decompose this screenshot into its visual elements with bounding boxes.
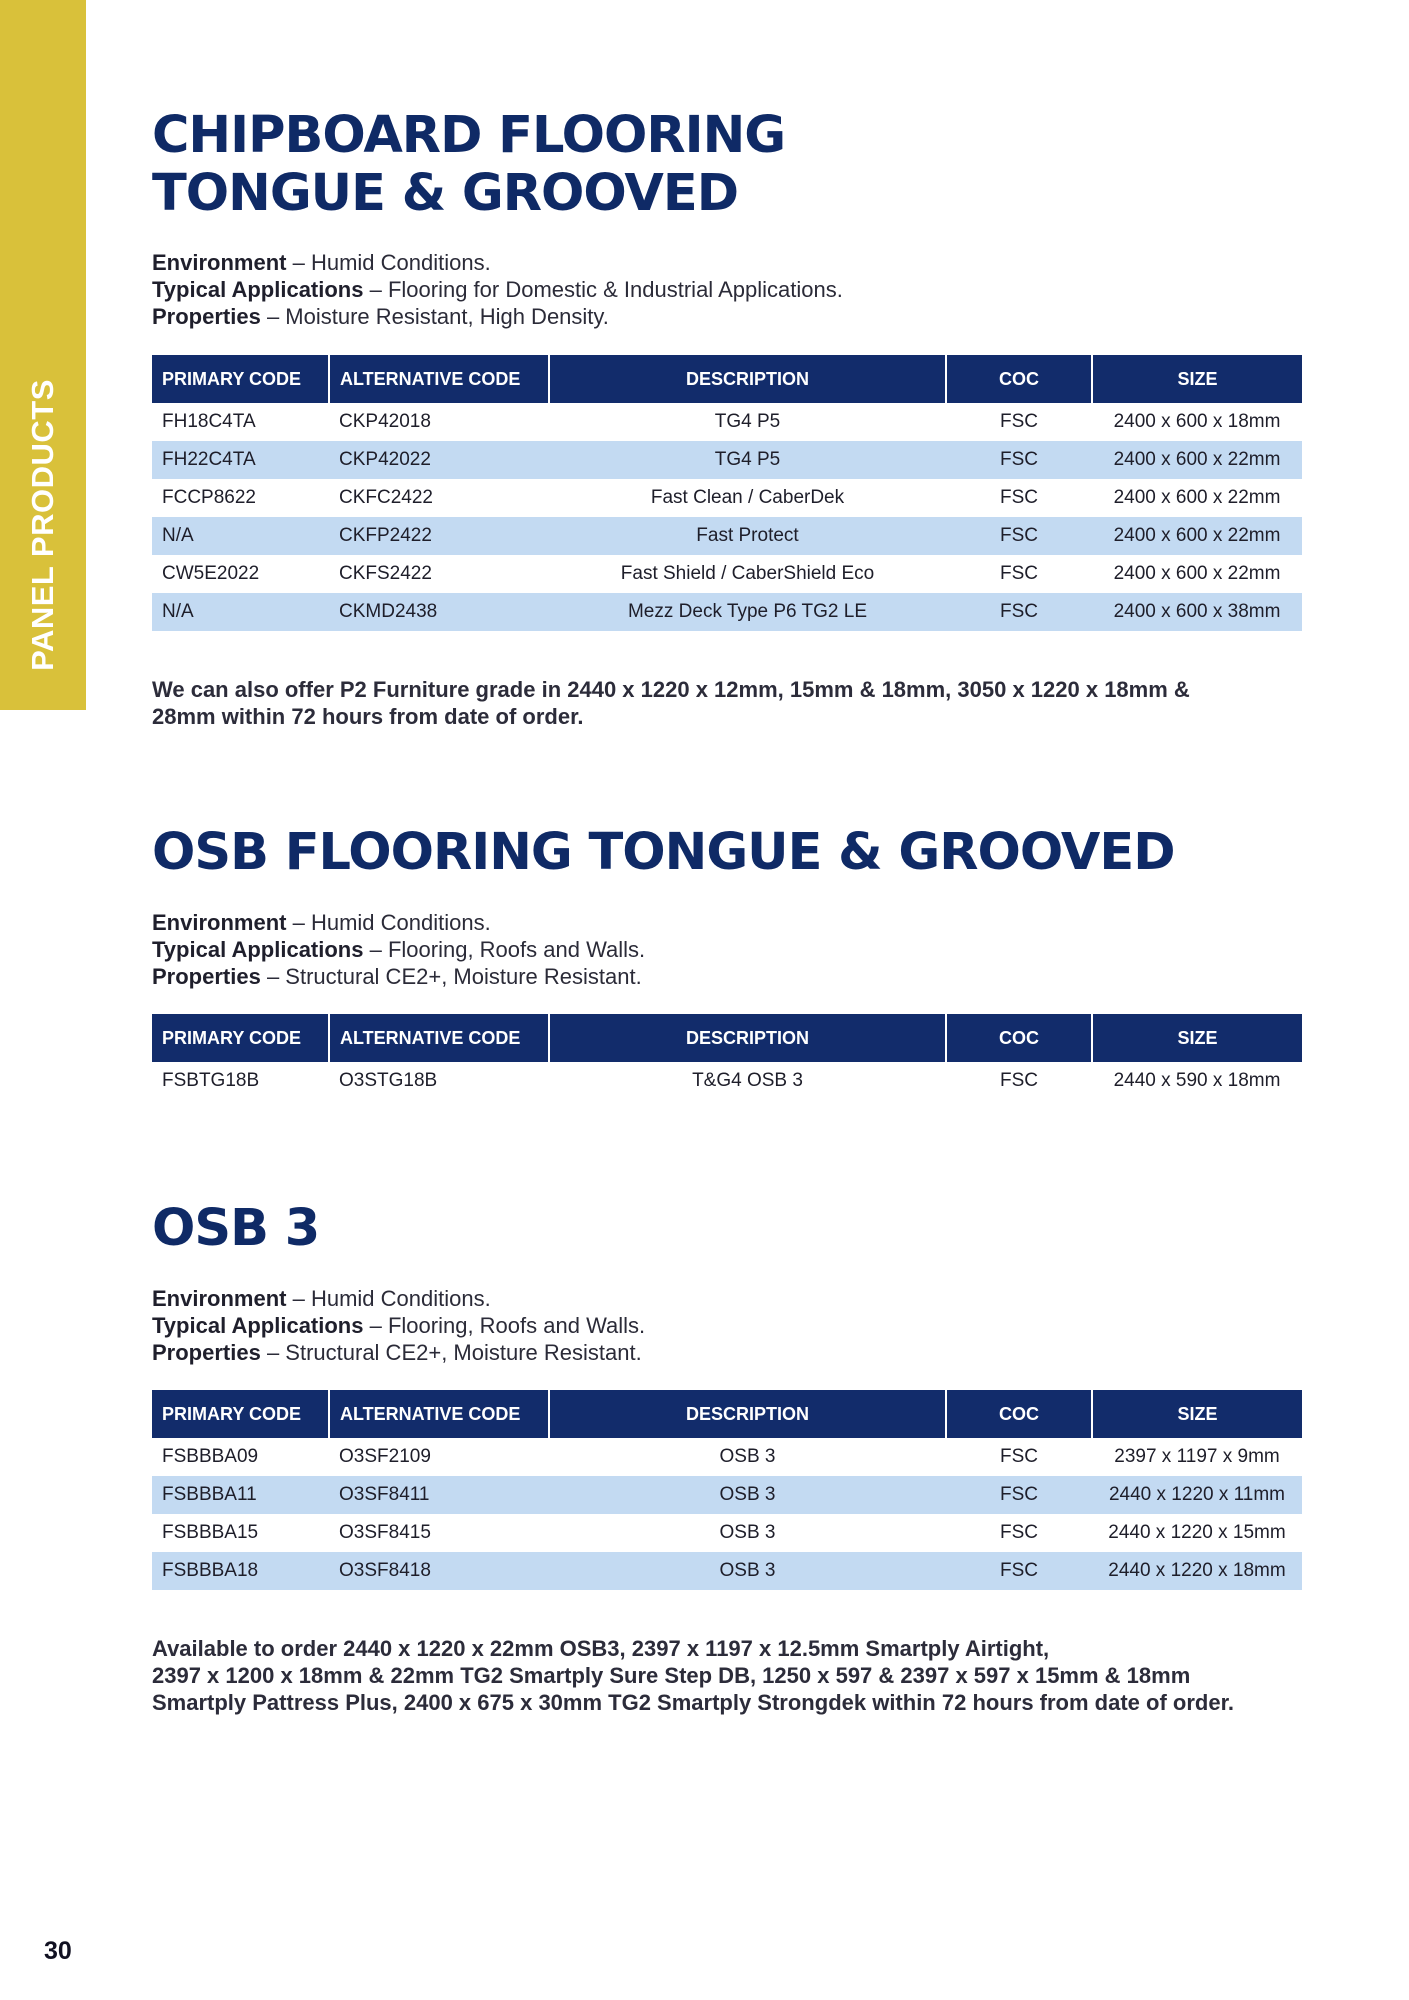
table-row: FSBBBA09 O3SF2109 OSB 3 FSC 2397 x 1197 x 9mm	[162, 1446, 1280, 1467]
osb-flooring-title: OSB FLOORING TONGUE & GROOVED	[152, 823, 1175, 882]
table-row: FSBBBA15 O3SF8415 OSB 3 FSC 2440 x 1220 x 15mm	[162, 1522, 1286, 1543]
page-number: 30	[44, 1937, 72, 1965]
osb3-section	[152, 1200, 1302, 1716]
osb-flooring-table	[152, 1014, 1302, 1100]
osb3-title: OSB 3	[152, 1199, 320, 1258]
table-row: FSBBBA18 O3SF8418 OSB 3 FSC 2440 x 1220 x 18mm	[152, 1552, 1302, 1590]
chipboard-section	[152, 107, 1302, 730]
table-header: PRIMARY CODE ALTERNATIVE CODE DESCRIPTION COC SIZE	[152, 1390, 1302, 1438]
section-side-tab	[0, 0, 86, 710]
chipboard-title: CHIPBOARD FLOORING TONGUE & GROOVED	[152, 106, 786, 223]
osb-flooring-properties: Environment – Humid Conditions. Typical Applications – Flooring, Roofs and Walls. Properties – Structural CE2+, Moisture Resistant.	[152, 910, 646, 989]
table-row: FH18C4TA CKP42018 TG4 P5 FSC 2400 x 600 x 18mm	[162, 411, 1281, 432]
table-header: PRIMARY CODE ALTERNATIVE CODE DESCRIPTION COC SIZE	[152, 355, 1302, 403]
table-row: FCCP8622 CKFC2422 Fast Clean / CaberDek FSC 2400 x 600 x 22mm	[162, 487, 1281, 508]
side-tab-label: PANEL PRODUCTS	[25, 379, 60, 671]
osb-flooring-section	[152, 824, 1302, 1100]
osb3-table	[152, 1390, 1302, 1590]
table-row: N/A CKFP2422 Fast Protect FSC 2400 x 600 x 22mm	[152, 517, 1302, 555]
osb3-properties: Environment – Humid Conditions. Typical Applications – Flooring, Roofs and Walls. Properties – Structural CE2+, Moisture Resistant.	[152, 1286, 646, 1365]
table-row: N/A CKMD2438 Mezz Deck Type P6 TG2 LE FSC 2400 x 600 x 38mm	[152, 593, 1302, 631]
table-row: FSBBBA11 O3SF8411 OSB 3 FSC 2440 x 1220 x 11mm	[152, 1476, 1302, 1514]
table-header: PRIMARY CODE ALTERNATIVE CODE DESCRIPTION COC SIZE	[152, 1014, 1302, 1062]
chipboard-note: We can also offer P2 Furniture grade in 2440 x 1220 x 12mm, 15mm & 18mm, 3050 x 1220 x 18mm & 28mm within 72 hours from date of order.	[152, 677, 1190, 729]
osb3-note: Available to order 2440 x 1220 x 22mm OSB3, 2397 x 1197 x 12.5mm Smartply Airtight, 2397 x 1200 x 18mm & 22mm TG2 Smartply Sure Step DB, 1250 x 597 & 2397 x 597 x 15mm & 18mm Smartply Pattress Plus, 2400 x 675 x 30mm TG2 Smartply Strongdek within 72 hours from date of order.	[152, 1636, 1235, 1715]
table-row: FH22C4TA CKP42022 TG4 P5 FSC 2400 x 600 x 22mm	[152, 441, 1302, 479]
chipboard-table	[152, 355, 1302, 631]
table-row: FSBTG18B O3STG18B T&G4 OSB 3 FSC 2440 x 590 x 18mm	[162, 1070, 1281, 1091]
chipboard-properties: Environment – Humid Conditions. Typical Applications – Flooring for Domestic & Industrial Applications. Properties – Moisture Resistant, High Density.	[152, 250, 843, 329]
table-row: CW5E2022 CKFS2422 Fast Shield / CaberShield Eco FSC 2400 x 600 x 22mm	[162, 563, 1281, 584]
